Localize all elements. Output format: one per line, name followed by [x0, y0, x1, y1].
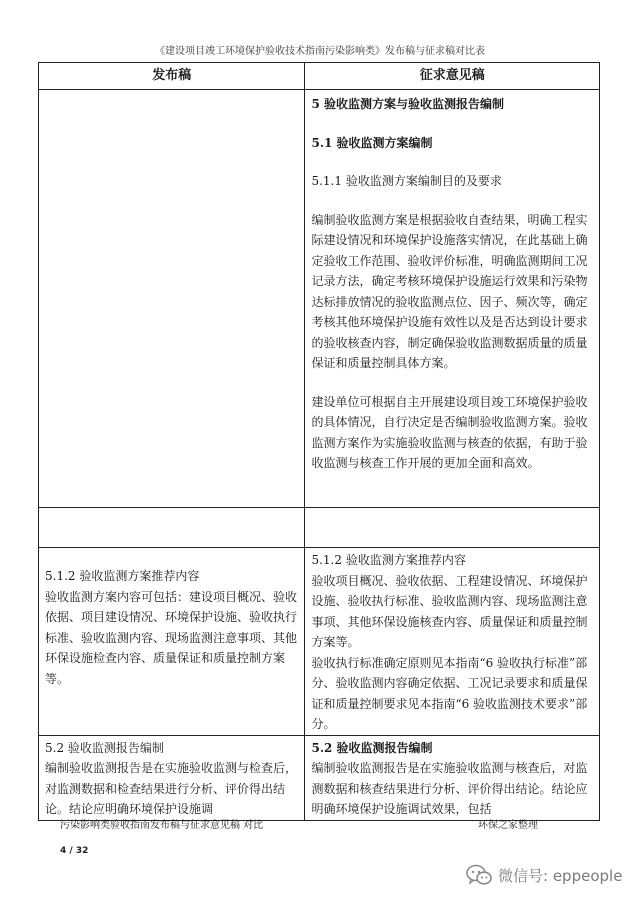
table-row	[39, 90, 600, 508]
paragraph: 编制验收监测报告是在实施验收监测与检查后，对监测数据和检查结果进行分析、评价得出结论。结论应明确环境保护设施调	[45, 761, 298, 816]
cell-published-empty	[39, 508, 305, 548]
item-heading: 5.1.1 验收监测方案编制目的及要求	[311, 174, 502, 188]
item-heading: 5.2 验收监测报告编制	[45, 740, 164, 755]
cell-published-empty	[39, 90, 305, 508]
page-number: 4 / 32	[60, 846, 89, 856]
paragraph: 建设单位可根据自主开展建设项目竣工环境保护验收的具体情况，自行决定是否编制验收监测方案。验收监测方案作为实施验收监测与核查的依据，有助于验收监测与核查工作开展的更加全面和高效。	[311, 394, 588, 470]
section-heading: 5 验收监测方案与验收监测报告编制	[311, 97, 504, 111]
cell-draft	[305, 735, 600, 820]
item-heading: 5.2 验收监测报告编制	[311, 740, 433, 755]
item-heading: 5.1.2 验收监测方案推荐内容	[311, 553, 466, 567]
cell-draft-empty	[305, 508, 600, 548]
footer-left: 污染影响类验收指南发布稿与征求意见稿 对比	[60, 820, 264, 831]
item-heading: 5.1.2 验收监测方案推荐内容	[45, 569, 200, 583]
column-header-draft: 征求意见稿	[305, 63, 600, 90]
paragraph: 编制验收监测报告是在实施验收监测与核查后，对监测数据和核查结果进行分析、评价得出结论。结论应明确环境保护设施调试效果，包括	[311, 761, 588, 816]
cell-draft	[305, 548, 600, 736]
paragraph: 验收项目概况、验收依据、工程建设情况、环境保护设施、验收执行标准、验收监测内容、现场监测注意事项、其他环保设施核查内容、质量保证和质量控制方案等。	[311, 573, 588, 649]
table-header-row	[39, 63, 600, 90]
paragraph: 编制验收监测方案是根据验收自查结果，明确工程实际建设情况和环境保护设施落实情况，在此基础上确定验收工作范围、验收评价标准，明确监测期间工况记录方法，确定考核环境保护设施运行效果和污染物达标排放情况的验收监测点位、因子、频次等，确定考核其他环境保护设施有效性以及是否达到设计要求的验收核查内容，制定确保验收监测数据质量的质量保证和质量控制具体方案。	[311, 212, 588, 370]
column-header-published: 发布稿	[39, 63, 305, 90]
wechat-icon	[466, 864, 492, 886]
table-row	[39, 548, 600, 736]
paragraph: 验收监测方案内容可包括：建设项目概况、验收依据、项目建设情况、环境保护设施、验收执行标准、验收监测内容、现场监测注意事项、其他环保设施检查内容、质量保证和质量控制方案等。	[45, 589, 298, 686]
watermark	[466, 862, 622, 888]
comparison-table	[38, 62, 600, 821]
running-header: 《建设项目竣工环境保护验收技术指南污染影响类》发布稿与征求稿对比表	[155, 46, 485, 57]
cell-published	[39, 548, 305, 736]
footer-right: 环保之家整理	[478, 820, 538, 831]
table-row	[39, 735, 600, 820]
cell-draft	[305, 90, 600, 508]
paragraph: 验收执行标准确定原则见本指南“6 验收执行标准”部分、验收监测内容确定依据、工况记录要求和质量保证和质量控制要求见本指南“6 验收监测技术要求”部分。	[311, 655, 588, 731]
table-row	[39, 508, 600, 548]
subsection-heading: 5.1 验收监测方案编制	[311, 135, 433, 150]
watermark-text: 微信号: eppeople	[498, 866, 623, 885]
cell-published	[39, 735, 305, 820]
